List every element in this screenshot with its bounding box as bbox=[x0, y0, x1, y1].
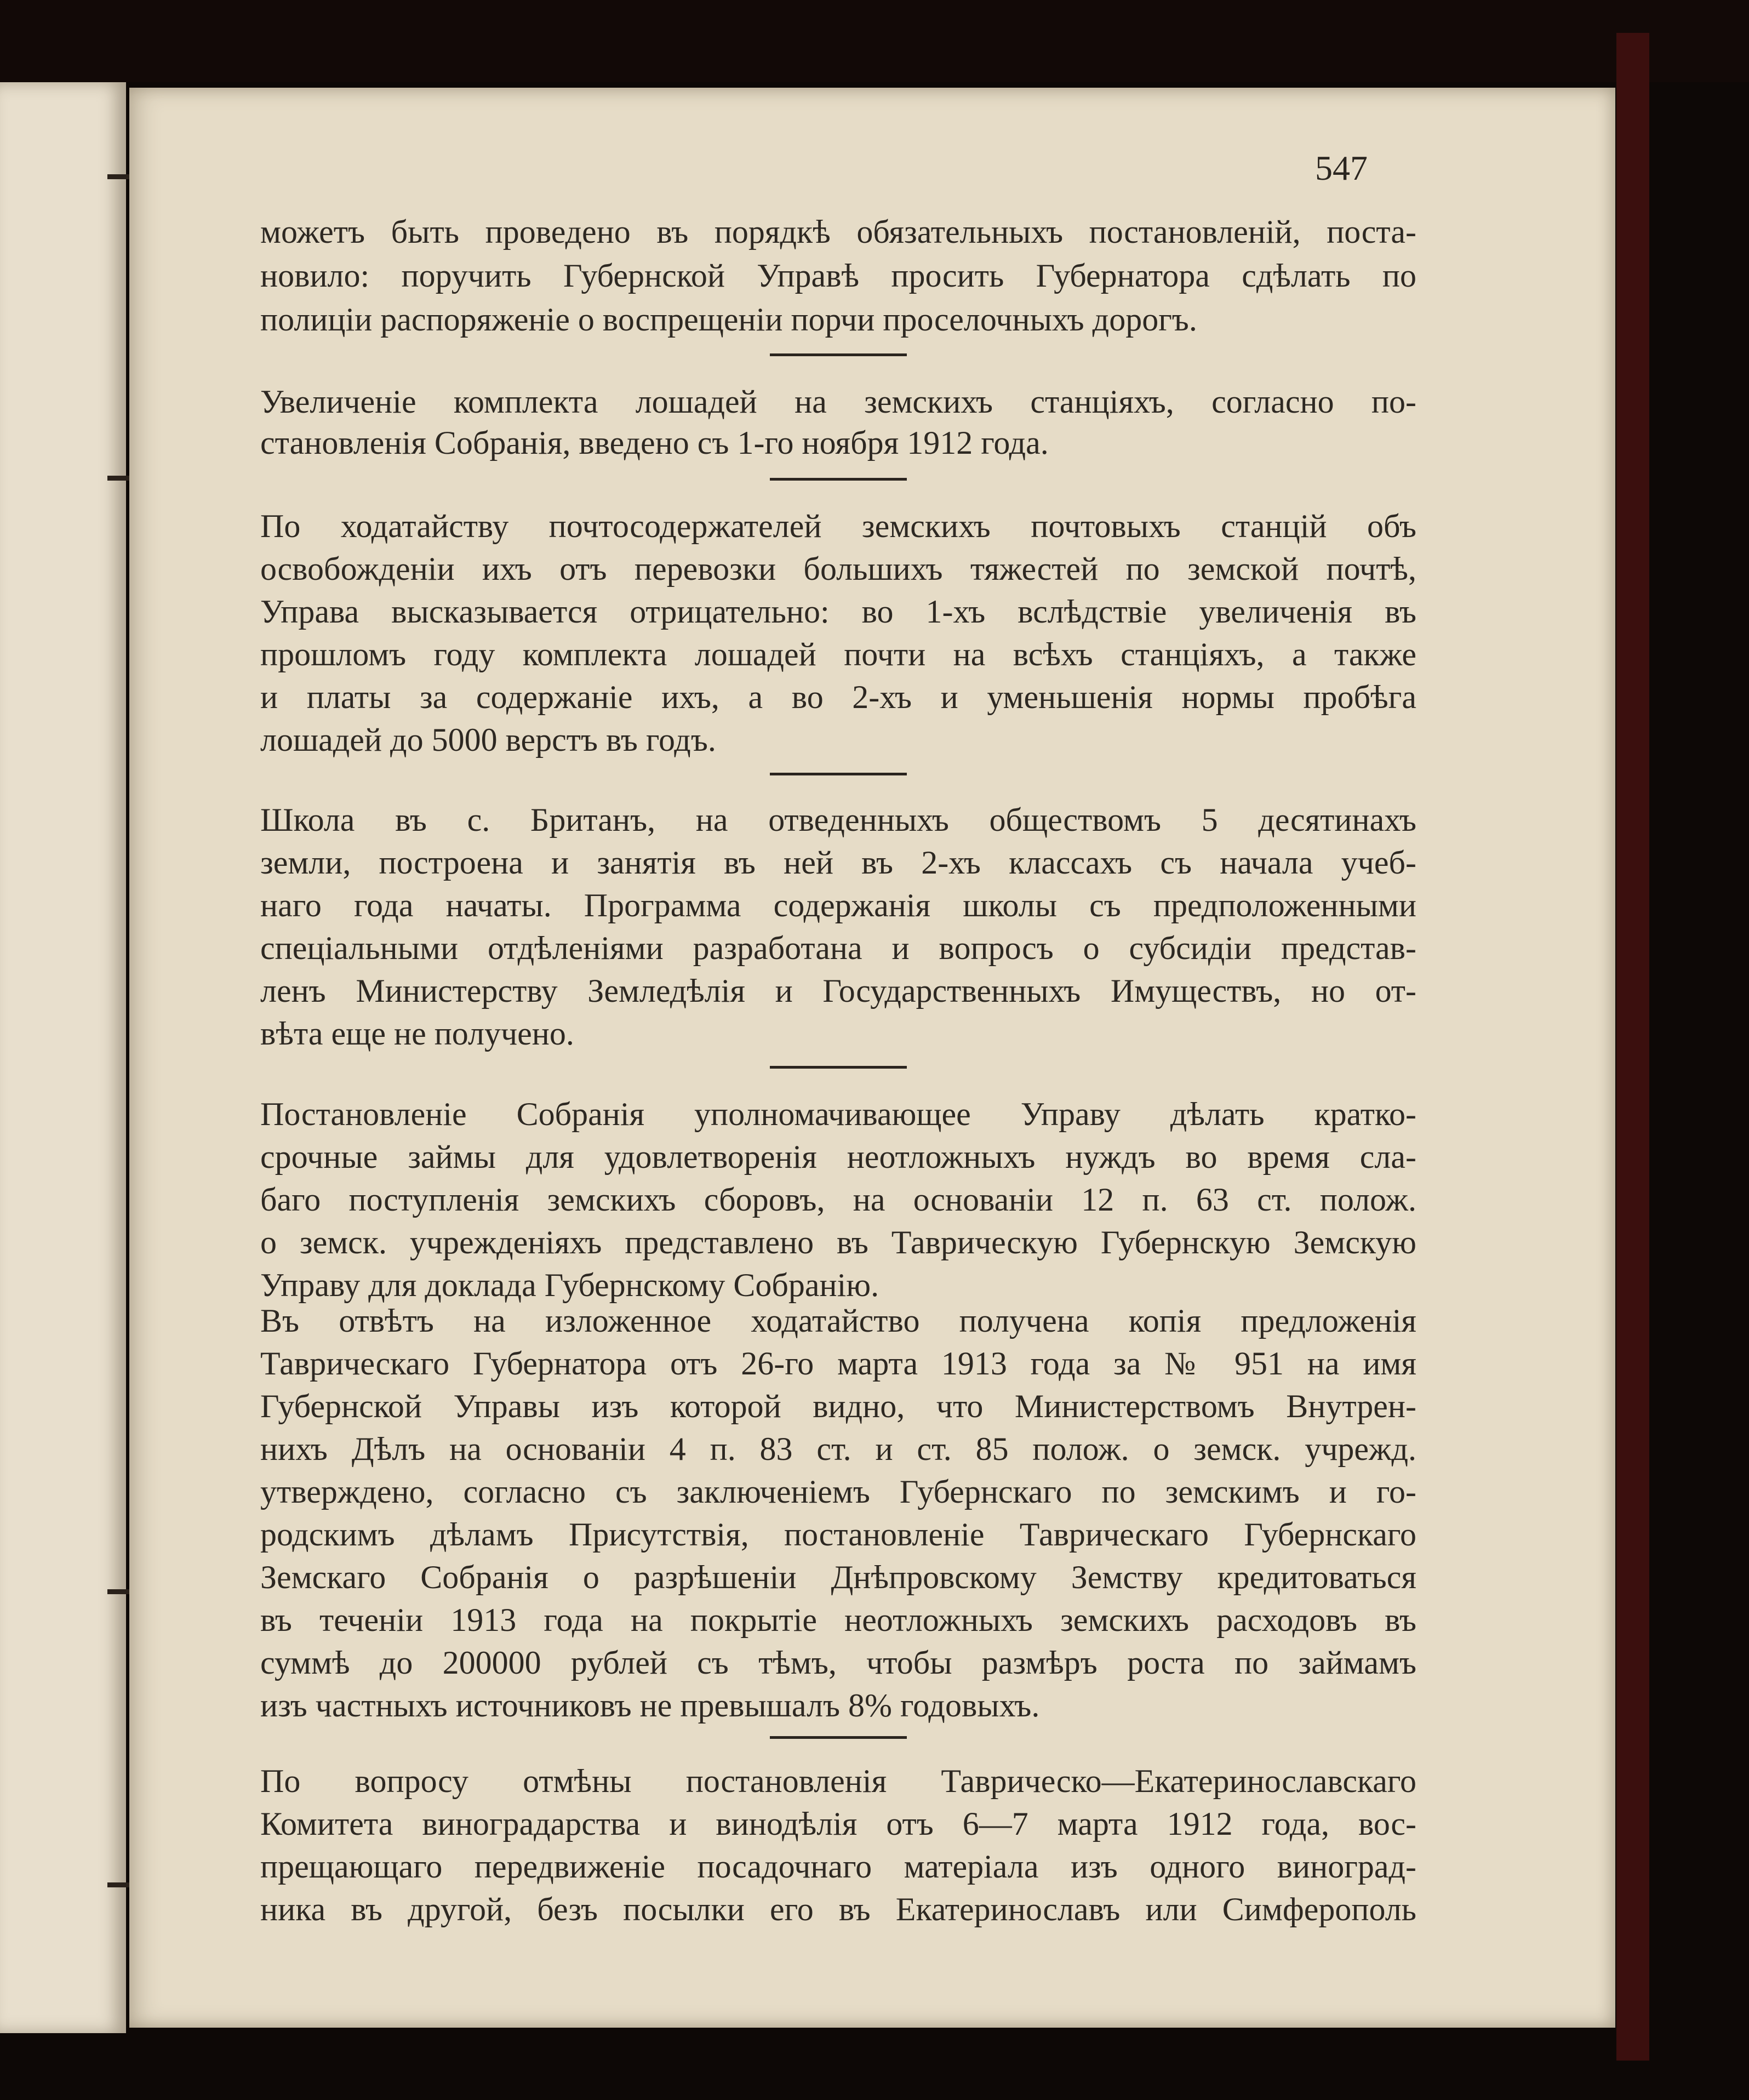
right-edge-red-binding bbox=[1616, 33, 1649, 2061]
text-line: Увеличеніе комплекта лошадей на земскихъ станціяхъ, согласно по- bbox=[260, 384, 1416, 420]
text-line: Земскаго Собранія о разрѣшеніи Днѣпровскому Земству кредитоваться bbox=[260, 1559, 1416, 1595]
page-number: 547 bbox=[1315, 149, 1368, 187]
text-line: можетъ быть проведено въ порядкѣ обязательныхъ постановленій, поста- bbox=[260, 214, 1416, 250]
text-line: полиціи распоряженіе о воспрещеніи порчи проселочныхъ дорогъ. bbox=[260, 301, 1197, 338]
left-edge-shadow bbox=[0, 0, 1749, 82]
text-line: земли, построена и занятія въ ней въ 2-хъ классахъ съ начала учеб- bbox=[260, 844, 1416, 881]
text-line: о земск. учрежденіяхъ представлено въ Таврическую Губернскую Земскую bbox=[260, 1224, 1416, 1260]
text-line: Комитета виноградарства и винодѣлія отъ 6—7 марта 1912 года, вос- bbox=[260, 1806, 1416, 1842]
text-line: вѣта еще не получено. bbox=[260, 1015, 574, 1052]
text-line: Таврическаго Губернатора отъ 26-го марта 1913 года за № 951 на имя bbox=[260, 1345, 1416, 1382]
text-line: освобожденіи ихъ отъ перевозки большихъ тяжестей по земской почтѣ, bbox=[260, 551, 1416, 587]
text-line: По ходатайству почтосодержателей земскихъ почтовыхъ станцій объ bbox=[260, 508, 1416, 544]
text-line: новило: поручить Губернской Управѣ просить Губернатора сдѣлать по bbox=[260, 258, 1416, 294]
text-line: и платы за содержаніе ихъ, а во 2-хъ и уменьшенія нормы пробѣга bbox=[260, 679, 1416, 715]
section-divider bbox=[770, 1066, 907, 1069]
text-line: лошадей до 5000 верстъ въ годъ. bbox=[260, 722, 716, 758]
text-line: становленія Собранія, введено съ 1-го ноября 1912 года. bbox=[260, 425, 1049, 461]
text-line: прошломъ году комплекта лошадей почти на всѣхъ станціяхъ, а также bbox=[260, 636, 1416, 672]
text-line: спеціальными отдѣленіями разработана и вопросъ о субсидіи представ- bbox=[260, 930, 1416, 966]
text-line: Управу для доклада Губернскому Собранію. bbox=[260, 1267, 879, 1303]
section-divider bbox=[770, 773, 907, 775]
text-line: Управа высказывается отрицательно: во 1-хъ вслѣдствіе увеличенія въ bbox=[260, 594, 1416, 630]
text-line: Въ отвѣтъ на изложенное ходатайство получена копія предложенія bbox=[260, 1303, 1416, 1339]
text-line: прещающаго передвиженіе посадочнаго матеріала изъ одного виноград- bbox=[260, 1848, 1416, 1885]
text-line: ника въ другой, безъ посылки его въ Екатеринославъ или Симферополь bbox=[260, 1891, 1416, 1927]
text-line: суммѣ до 200000 рублей съ тѣмъ, чтобы размѣръ роста по займамъ bbox=[260, 1645, 1416, 1681]
text-line: Постановленіе Собранія уполномачивающее Управу дѣлать кратко- bbox=[260, 1096, 1416, 1132]
text-line: Школа въ с. Британъ, на отведенныхъ обществомъ 5 десятинахъ bbox=[260, 802, 1416, 838]
section-divider bbox=[770, 478, 907, 481]
text-line: утверждено, согласно съ заключеніемъ Губернскаго по земскимъ и го- bbox=[260, 1474, 1416, 1510]
text-line: изъ частныхъ источниковъ не превышалъ 8% годовыхъ. bbox=[260, 1687, 1040, 1724]
text-line: баго поступленія земскихъ сборовъ, на основаніи 12 п. 63 ст. полож. bbox=[260, 1182, 1416, 1218]
text-line: срочные займы для удовлетворенія неотложныхъ нуждъ во время сла- bbox=[260, 1139, 1416, 1175]
section-divider bbox=[770, 1736, 907, 1739]
left-facing-page bbox=[0, 82, 126, 2033]
text-line: нихъ Дѣлъ на основаніи 4 п. 83 ст. и ст. 85 полож. о земск. учрежд. bbox=[260, 1431, 1416, 1467]
text-line: Губернской Управы изъ которой видно, что Министерствомъ Внутрен- bbox=[260, 1388, 1416, 1424]
text-line: наго года начаты. Программа содержанія школы съ предположенными bbox=[260, 887, 1416, 923]
section-divider bbox=[770, 353, 907, 356]
text-line: ленъ Министерству Земледѣлія и Государственныхъ Имуществъ, но от- bbox=[260, 973, 1416, 1009]
text-line: родскимъ дѣламъ Присутствія, постановленіе Таврическаго Губернскаго bbox=[260, 1516, 1416, 1553]
text-line: въ теченіи 1913 года на покрытіе неотложныхъ земскихъ расходовъ въ bbox=[260, 1602, 1416, 1638]
text-line: По вопросу отмѣны постановленія Таврическо—Екатеринославскаго bbox=[260, 1763, 1416, 1799]
